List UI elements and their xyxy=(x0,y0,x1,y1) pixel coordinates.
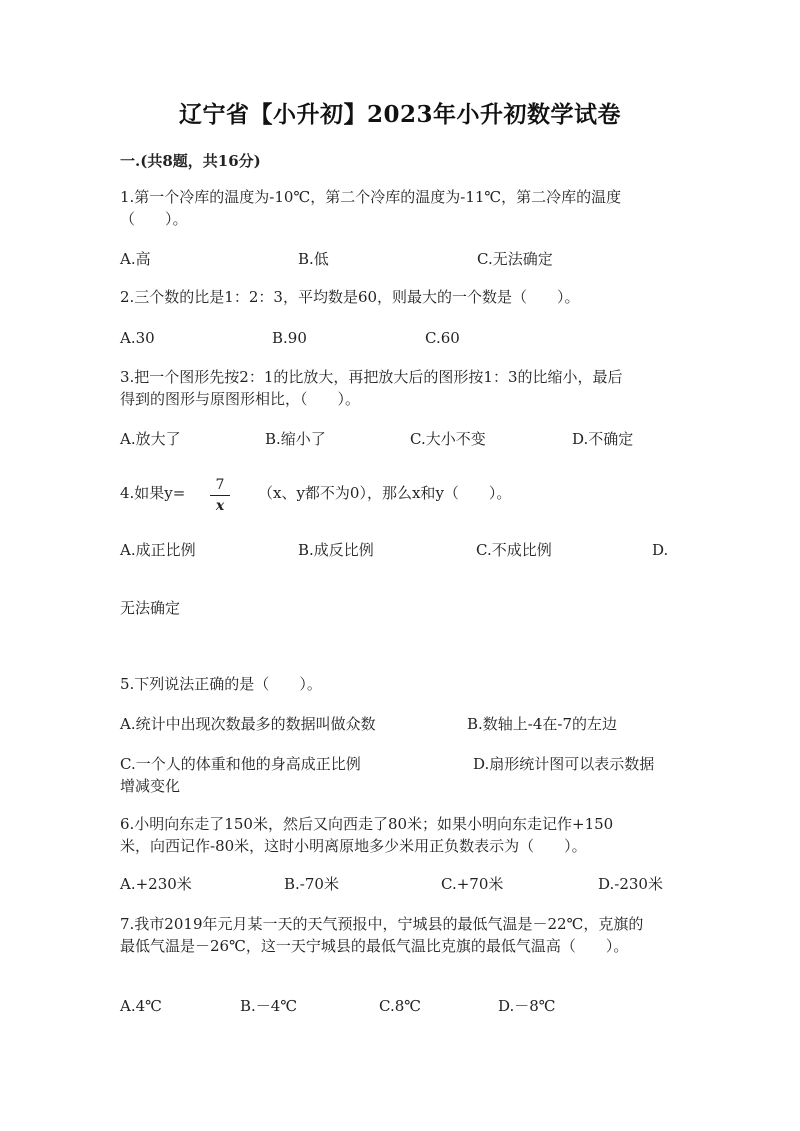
question-5-option-d-line2: 增减变化 xyxy=(120,777,181,795)
question-5-option-d-line1: D.扇形统计图可以表示数据 xyxy=(473,755,655,773)
question-4-option-a: A.成正比例 xyxy=(120,541,196,559)
question-7-option-b: B.－4℃ xyxy=(240,997,298,1015)
question-2-stem: 2.三个数的比是1：2：3，平均数是60，则最大的一个数是（ ）。 xyxy=(120,288,580,306)
question-5-option-c: C.一个人的体重和他的身高成正比例 xyxy=(120,755,361,773)
question-6-option-d: D.-230米 xyxy=(598,875,663,893)
question-4-option-d-label: D. xyxy=(652,541,669,559)
question-7-option-c: C.8℃ xyxy=(379,997,422,1015)
question-2-option-c: C.60 xyxy=(425,329,460,347)
question-6-stem-line2: 米，向西记作-80米，这时小明离原地多少米用正负数表示为（ ）。 xyxy=(120,837,587,855)
question-5-option-b: B.数轴上-4在-7的左边 xyxy=(467,715,618,733)
question-3-option-c: C.大小不变 xyxy=(410,430,486,448)
question-2-option-a: A.30 xyxy=(120,329,155,347)
question-7-stem-line2: 最低气温是－26℃，这一天宁城县的最低气温比克旗的最低气温高（ ）。 xyxy=(120,937,629,955)
section-heading: 一.(共8题，共16分) xyxy=(120,152,261,170)
question-6-option-a: A.+230米 xyxy=(120,875,192,893)
question-4-stem-prefix: 4.如果y= xyxy=(120,484,186,502)
fraction-bar xyxy=(210,495,230,496)
question-4-option-c: C.不成比例 xyxy=(476,541,552,559)
page-title: 辽宁省【小升初】2023年小升初数学试卷 xyxy=(178,101,621,128)
question-3-stem-line1: 3.把一个图形先按2：1的比放大，再把放大后的图形按1：3的比缩小，最后 xyxy=(120,368,623,386)
question-7-option-d: D.－8℃ xyxy=(498,997,556,1015)
question-2-option-b: B.90 xyxy=(272,329,307,347)
question-4-option-b: B.成反比例 xyxy=(298,541,374,559)
question-1-stem-line1: 1.第一个冷库的温度为-10℃，第二个冷库的温度为-11℃，第二冷库的温度 xyxy=(120,188,622,206)
question-7-option-a: A.4℃ xyxy=(120,997,162,1015)
question-5-option-a: A.统计中出现次数最多的数据叫做众数 xyxy=(120,715,376,733)
question-6-stem-line1: 6.小明向东走了150米，然后又向西走了80米；如果小明向东走记作+150 xyxy=(120,815,614,833)
question-6-option-b: B.-70米 xyxy=(284,875,339,893)
question-3-option-b: B.缩小了 xyxy=(265,430,326,448)
fraction-7-over-x xyxy=(208,477,232,514)
question-4-option-d-text: 无法确定 xyxy=(120,599,181,617)
question-1-option-c: C.无法确定 xyxy=(477,250,553,268)
question-4-stem-suffix: （x、y都不为0），那么x和y（ ）。 xyxy=(258,484,512,502)
fraction-denominator: x xyxy=(215,498,225,514)
question-3-stem-line2: 得到的图形与原图形相比，（ ）。 xyxy=(120,390,361,408)
question-6-option-c: C.+70米 xyxy=(441,875,504,893)
question-1-option-a: A.高 xyxy=(120,250,151,268)
question-7-stem-line1: 7.我市2019年元月某一天的天气预报中，宁城县的最低气温是－22℃，克旗的 xyxy=(120,915,644,933)
question-1-stem-line2: （ ）。 xyxy=(120,210,188,228)
question-1-option-b: B.低 xyxy=(298,250,329,268)
fraction-numerator: 7 xyxy=(215,477,225,493)
question-5-stem: 5.下列说法正确的是（ ）。 xyxy=(120,675,322,693)
question-3-option-a: A.放大了 xyxy=(120,430,181,448)
question-3-option-d: D.不确定 xyxy=(572,430,634,448)
